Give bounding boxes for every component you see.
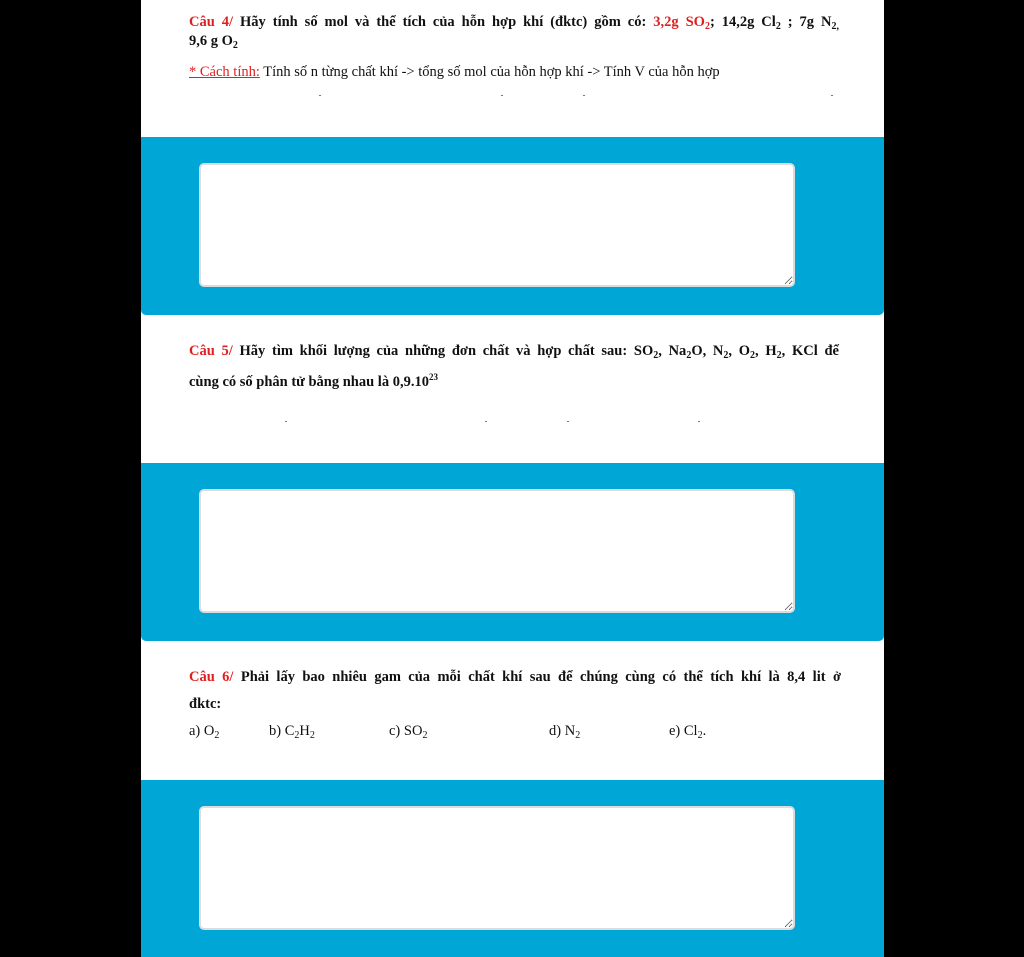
option-e-sub: 2 xyxy=(697,730,703,741)
question-6-card xyxy=(141,652,884,780)
q5-sub: 2 xyxy=(653,350,659,361)
option-a-text: a) O xyxy=(189,723,215,739)
stray-mark xyxy=(831,95,833,96)
hint-label: * Cách tính: xyxy=(189,64,260,80)
q5-text: , H xyxy=(755,343,777,359)
question-5-text xyxy=(189,342,839,365)
q5-sub: 2 xyxy=(750,350,756,361)
form-page xyxy=(141,0,884,957)
question-4-line2 xyxy=(189,32,839,55)
option-c-sub: 2 xyxy=(422,730,428,741)
option-e-text: e) Cl xyxy=(669,723,698,739)
option-b xyxy=(269,722,315,745)
option-c xyxy=(389,722,427,745)
option-c-text: c) SO xyxy=(389,723,423,739)
q5-sub: 2 xyxy=(686,350,692,361)
question-4-label: Câu 4/ xyxy=(189,14,234,30)
question-6-prompt: Phải lấy bao nhiêu gam của mỗi chất khí sau để chúng cùng có thể tích khí là 8,4 lit ở xyxy=(233,669,841,685)
q4-o2-amount: 9,6 g O xyxy=(189,33,233,49)
question-4-hint xyxy=(189,63,839,82)
question-6-text xyxy=(189,668,841,687)
option-b-sub: 2 xyxy=(309,730,315,741)
question-5-label: Câu 5/ xyxy=(189,343,233,359)
stray-mark xyxy=(501,95,503,96)
option-d-sub: 2 xyxy=(575,730,581,741)
q4-cl2-amount: ; 14,2g Cl xyxy=(709,14,776,30)
answer-6-textarea[interactable] xyxy=(199,806,795,930)
option-d-text: d) N xyxy=(549,723,576,739)
question-6-label: Câu 6/ xyxy=(189,669,234,685)
q5-text: O, N xyxy=(691,343,724,359)
question-5-prompt: Hãy tìm khối lượng của những đơn chất và hợp chất sau: SO xyxy=(232,343,654,359)
q4-so2-sub: 2 xyxy=(704,21,710,32)
option-e xyxy=(669,722,706,745)
stray-mark xyxy=(285,421,287,422)
stray-mark xyxy=(698,421,700,422)
option-b-sub: 2 xyxy=(294,730,300,741)
q4-cl2-sub: 2 xyxy=(775,21,781,32)
answer-section-6 xyxy=(141,780,884,957)
question-5-card xyxy=(141,326,884,463)
option-a-sub: 2 xyxy=(214,730,220,741)
q6-line2-text: đktc: xyxy=(189,696,222,712)
q4-n2-amount: ; 7g N xyxy=(780,14,832,30)
q4-so2-amount: 3,2g SO xyxy=(653,14,705,30)
option-e-text: . xyxy=(702,723,707,739)
stray-mark xyxy=(485,421,487,422)
question-5-line2 xyxy=(189,368,839,392)
option-d xyxy=(549,722,580,745)
q4-n2-sub: 2, xyxy=(831,21,839,32)
answer-4-textarea[interactable] xyxy=(199,163,795,287)
stray-mark xyxy=(583,95,585,96)
q5-text: , Na xyxy=(658,343,687,359)
question-4-prompt: Hãy tính số mol và thể tích của hỗn hợp khí (đktc) gồm có: xyxy=(240,14,647,30)
q5-text: , O xyxy=(728,343,751,359)
option-b-text: b) C xyxy=(269,723,295,739)
hint-text: Tính số n từng chất khí -> tổng số mol của hỗn hợp khí -> Tính V của hỗn hợp xyxy=(259,64,720,80)
answer-section-4 xyxy=(141,137,884,315)
answer-5-textarea[interactable] xyxy=(199,489,795,613)
stray-mark xyxy=(319,95,321,96)
answer-section-5 xyxy=(141,463,884,641)
question-4-card xyxy=(141,0,884,136)
q5-exponent: 23 xyxy=(428,372,438,382)
q5-text: , KCl để xyxy=(781,343,839,359)
option-a xyxy=(189,722,219,745)
q5-line2-text: cùng có số phân tử bằng nhau là 0,9.10 xyxy=(189,374,429,390)
question-6-line2 xyxy=(189,695,839,714)
q5-sub: 2 xyxy=(776,350,782,361)
q5-sub: 2 xyxy=(723,350,729,361)
option-b-text: H xyxy=(299,723,310,739)
stray-mark xyxy=(567,421,569,422)
q4-o2-sub: 2 xyxy=(232,40,238,51)
